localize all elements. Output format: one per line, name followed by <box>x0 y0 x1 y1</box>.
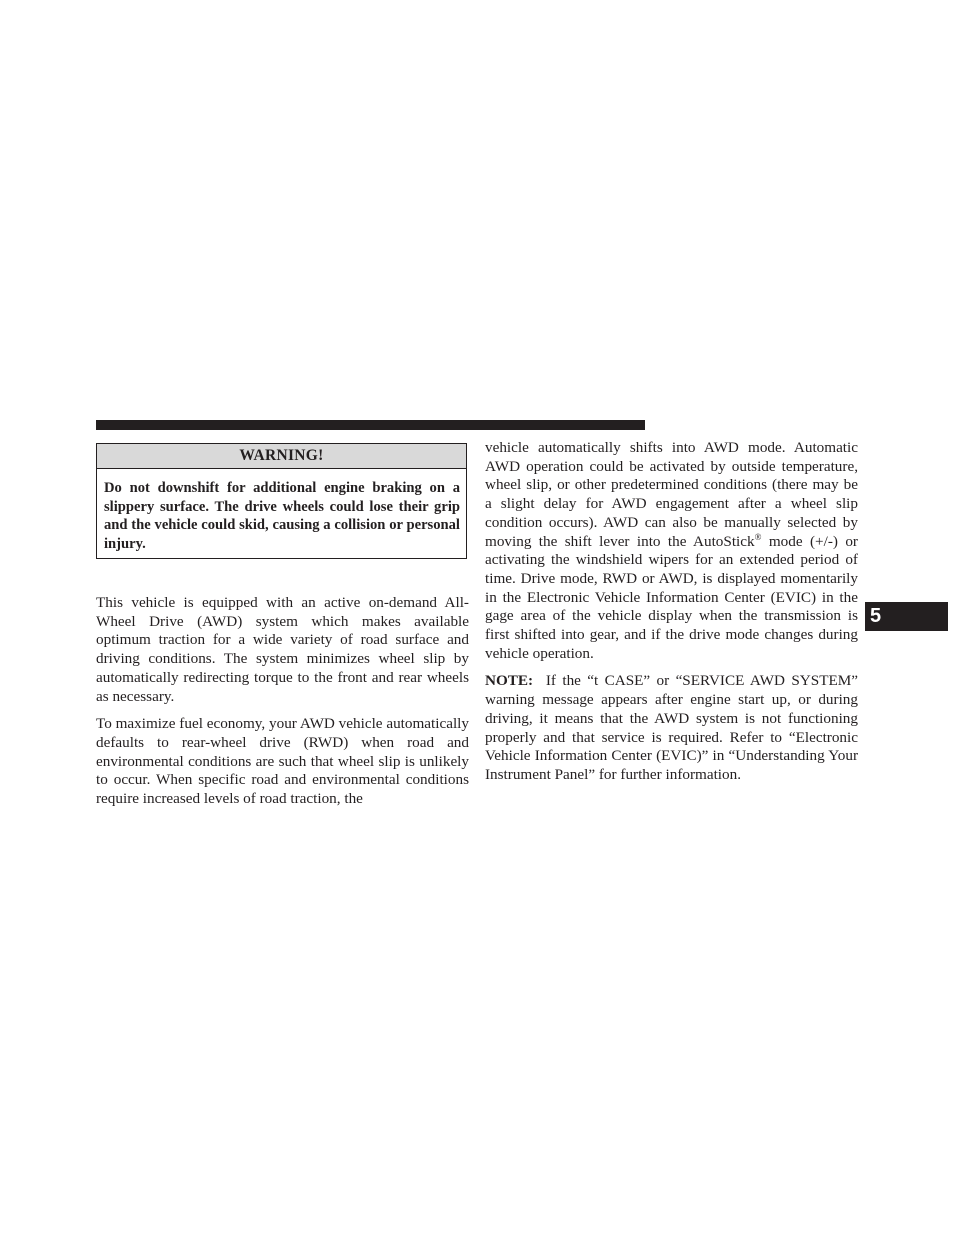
right-column <box>485 439 858 794</box>
registered-mark: ® <box>754 531 762 542</box>
awd-intro-paragraph: This vehicle is equipped with an active on-demand All-Wheel Drive (AWD) system which makes available optimum traction for a wide variety of road surface and driving conditions. The system minimizes wheel slip by automatically redirecting torque to the front and rear wheels as necessary. <box>96 594 469 705</box>
fuel-economy-paragraph: To maximize fuel economy, your AWD vehicle automatically defaults to rear-wheel drive (RWD) when road and environmental conditions are such that wheel slip is unlikely to occur. When specific road and environmental conditions require increased levels of road traction, the <box>96 715 469 808</box>
note-label: NOTE: <box>485 672 534 690</box>
left-column <box>96 594 469 818</box>
section-rule <box>96 420 645 430</box>
warning-box <box>96 443 467 559</box>
warning-text: Do not downshift for additional engine braking on a slippery surface. The drive wheels could lose their grip and the vehicle could skid, causing a collision or personal injury. <box>104 480 460 553</box>
note-paragraph <box>485 672 858 784</box>
awd-mode-paragraph <box>485 439 858 663</box>
note-text: If the “t CASE” or “SERVICE AWD SYSTEM” warning message appears after engine start up, or during driving, it means that the AWD system is not functioning properly and that service is required. Refer to “Electronic Vehicle Information Center (EVIC)” in “Understanding Your Instrument Panel” for further information. <box>485 672 859 783</box>
chapter-number: 5 <box>870 605 882 627</box>
awd-mode-text-b: mode (+/-) or activating the windshield wipers for an extended period of time. Drive mode, RWD or AWD, is displayed momentarily in the Electronic Vehicle Information Center (EVIC) in the gage area of the vehicle display when the transmission is first shifted into gear, and if the drive mode changes during vehicle operation. <box>485 532 858 662</box>
warning-title: WARNING! <box>97 444 466 469</box>
awd-mode-text-a: vehicle automatically shifts into AWD mode. Automatic AWD operation could be activated by outside temperature, wheel slip, or other predetermined conditions (there may be a slight delay for AWD engagement after a wheel slip condition occurs). AWD can also be manually selected by moving the shift lever into the AutoStick <box>485 439 858 550</box>
chapter-tab <box>865 602 948 631</box>
